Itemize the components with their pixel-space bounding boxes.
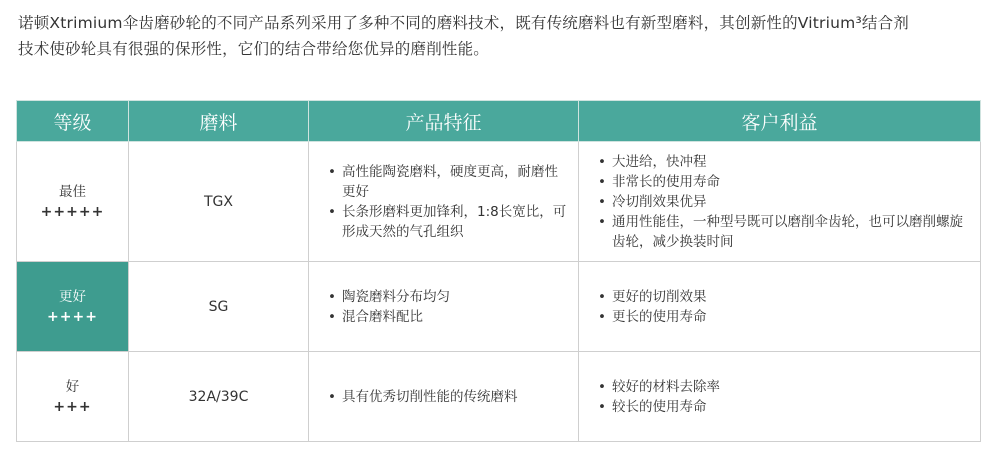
grade-stars: ++++ [47, 308, 98, 325]
header-benefits: 客户利益 [579, 101, 981, 142]
grade-cell [17, 262, 129, 352]
list-item: • 较好的材料去除率 [598, 377, 969, 397]
grade-label: 更好 [59, 288, 86, 305]
benefits-cell [579, 262, 981, 352]
intro-line-1: 诺顿Xtrimium伞齿磨砂轮的不同产品系列采用了多种不同的磨料技术，既有传统磨料也有新型磨料，其创新性的Vitrium³结合剂 [18, 14, 909, 32]
benefits-cell [579, 142, 981, 262]
header-grade: 等级 [17, 101, 129, 142]
features-list [310, 162, 577, 242]
list-item: • 混合磨料配比 [328, 307, 567, 327]
table-row [17, 142, 981, 262]
table-row [17, 262, 981, 352]
grade-label: 好 [65, 378, 80, 395]
abrasive-cell: SG [129, 262, 309, 352]
list-item: • 长条形磨料更加锋利，1:8长宽比，可形成天然的气孔组织 [328, 202, 567, 242]
table-row [17, 352, 981, 442]
list-item: • 非常长的使用寿命 [598, 172, 969, 192]
features-list [310, 287, 577, 327]
features-cell [309, 352, 579, 442]
abrasive-cell: 32A/39C [129, 352, 309, 442]
list-item: • 冷切削效果优异 [598, 192, 969, 212]
features-cell [309, 262, 579, 352]
header-features: 产品特征 [309, 101, 579, 142]
header-abrasive: 磨料 [129, 101, 309, 142]
benefits-list [580, 377, 979, 417]
grade-label: 最佳 [59, 183, 86, 200]
benefits-list [580, 152, 979, 252]
grade-stars: +++++ [40, 203, 105, 220]
features-list [310, 387, 577, 407]
intro-paragraph [18, 10, 988, 62]
list-item: • 更长的使用寿命 [598, 307, 969, 327]
benefits-cell [579, 352, 981, 442]
grade-cell [17, 352, 129, 442]
grade-cell [17, 142, 129, 262]
list-item: • 更好的切削效果 [598, 287, 969, 307]
list-item: • 较长的使用寿命 [598, 397, 969, 417]
list-item: • 陶瓷磨料分布均匀 [328, 287, 567, 307]
list-item: • 具有优秀切削性能的传统磨料 [328, 387, 567, 407]
grade-stars: +++ [53, 398, 92, 415]
benefits-list [580, 287, 979, 327]
grade-comparison-table [16, 100, 981, 442]
abrasive-cell: TGX [129, 142, 309, 262]
list-item: • 大进给，快冲程 [598, 152, 969, 172]
list-item: • 通用性能佳，一种型号既可以磨削伞齿轮，也可以磨削螺旋齿轮，减少换装时间 [598, 212, 969, 252]
features-cell [309, 142, 579, 262]
intro-line-2: 技术使砂轮具有很强的保形性，它们的结合带给您优异的磨削性能。 [18, 40, 490, 58]
list-item: • 高性能陶瓷磨料，硬度更高，耐磨性更好 [328, 162, 567, 202]
table-header-row [17, 101, 981, 142]
